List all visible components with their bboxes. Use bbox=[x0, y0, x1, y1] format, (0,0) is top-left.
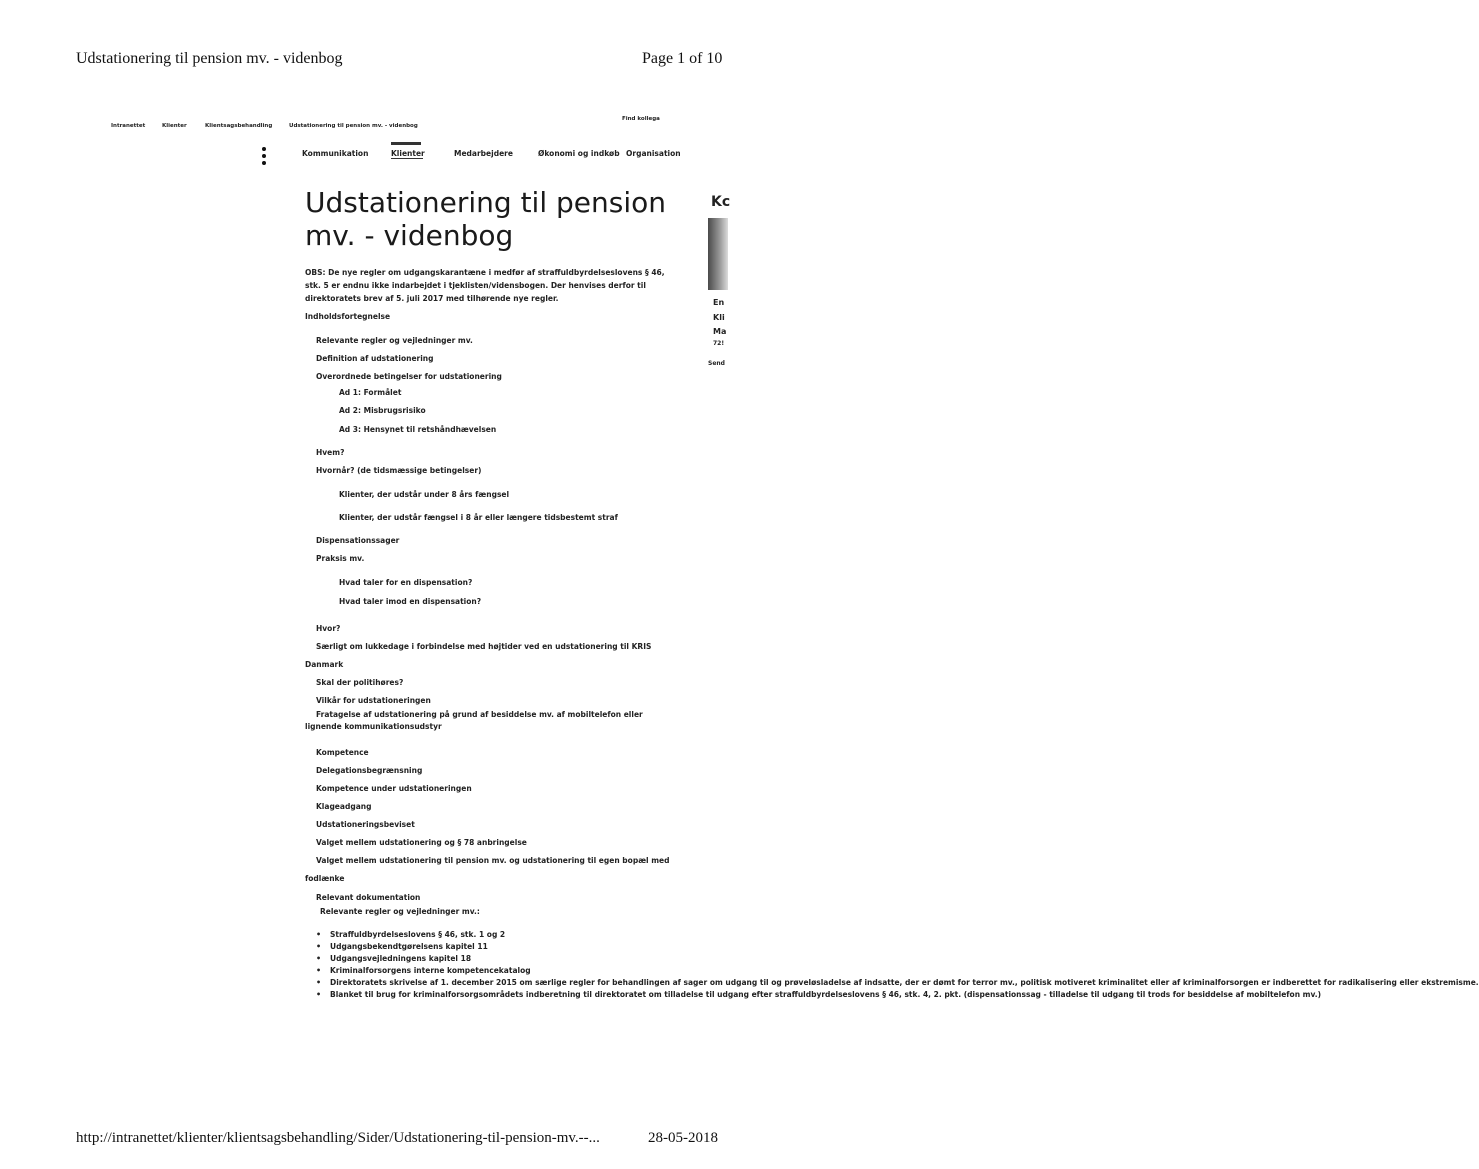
toc-item[interactable]: Ad 1: Formålet bbox=[339, 388, 402, 397]
find-colleague-link[interactable]: Find kollega bbox=[622, 116, 660, 122]
list-item[interactable]: • Kriminalforsorgens interne kompetencekatalog bbox=[316, 965, 686, 977]
nav-organisation[interactable]: Organisation bbox=[626, 149, 681, 158]
toc-item[interactable]: Definition af udstationering bbox=[316, 354, 434, 363]
breadcrumb-klienter[interactable]: Klienter bbox=[162, 123, 187, 129]
toc-item[interactable]: fodlænke bbox=[305, 874, 345, 883]
toc-item[interactable]: Ad 3: Hensynet til retshåndhævelsen bbox=[339, 425, 497, 434]
toc-item[interactable]: Danmark bbox=[305, 660, 344, 669]
breadcrumb-intranettet[interactable]: Intranettet bbox=[111, 123, 146, 129]
print-footer-url: http://intranettet/klienter/klientsagsbehandling/Sider/Udstationering-til-pension-mv.--... bbox=[76, 1130, 600, 1146]
toc-item[interactable]: Hvad taler imod en dispensation? bbox=[339, 597, 482, 606]
toc-item[interactable]: Relevante regler og vejledninger mv. bbox=[316, 336, 473, 345]
toc-item[interactable]: Hvornår? (de tidsmæssige betingelser) bbox=[316, 466, 482, 475]
list-item[interactable]: • Blanket til brug for kriminalforsorgsområdets indberetning til direktoratet om tilladelse til udgang efter straffuldbyrdelseslovens § 46, stk. 4, 2. pkt. (dispensationssag - tilladelse til udgang til trods for besiddelse af mobiltelefon mv.) bbox=[316, 989, 686, 1001]
list-item[interactable]: • Udgangsvejledningens kapitel 18 bbox=[316, 953, 686, 965]
print-page-number: Page 1 of 10 bbox=[642, 50, 723, 67]
toc-item[interactable]: Ad 2: Misbrugsrisiko bbox=[339, 406, 426, 415]
list-item[interactable]: • Direktoratets skrivelse af 1. december 2015 om særlige regler for behandlingen af sager om udgang til og prøveløsladelse af indsatte, der er dømt for terror mv., politisk motiveret kriminalitet eller af kriminalforsorgen er indberettet for radikalisering eller ekstremisme. bbox=[316, 977, 686, 989]
toc-item[interactable]: Delegationsbegrænsning bbox=[316, 766, 423, 775]
toc-item[interactable]: Hvad taler for en dispensation? bbox=[339, 578, 473, 587]
page-title: Udstationering til pension mv. - videnbog bbox=[305, 186, 666, 252]
toc-item[interactable]: Kompetence under udstationeringen bbox=[316, 784, 472, 793]
toc-item[interactable]: Valget mellem udstationering og § 78 anbringelse bbox=[316, 838, 527, 847]
toc-item[interactable]: Hvor? bbox=[316, 624, 341, 633]
nav-medarbejdere[interactable]: Medarbejdere bbox=[454, 149, 513, 158]
nav-klienter[interactable]: Klienter bbox=[391, 149, 425, 158]
print-footer-date: 28-05-2018 bbox=[648, 1130, 718, 1146]
print-header-title: Udstationering til pension mv. - videnbog bbox=[76, 50, 343, 67]
list-item[interactable]: • Udgangsbekendtgørelsens kapitel 11 bbox=[316, 941, 686, 953]
toc-item[interactable]: Udstationeringsbeviset bbox=[316, 820, 415, 829]
sidebar-line: Ma bbox=[713, 327, 727, 336]
toc-item[interactable]: Særligt om lukkedage i forbindelse med højtider ved en udstationering til KRIS bbox=[316, 642, 652, 651]
toc-item[interactable]: Valget mellem udstationering til pension mv. og udstationering til egen bopæl med bbox=[316, 856, 670, 865]
nav-oekonomi-og-indkoeb[interactable]: Økonomi og indkøb bbox=[538, 149, 620, 158]
toc-item[interactable]: Klienter, der udstår fængsel i 8 år eller længere tidsbestemt straf bbox=[339, 513, 618, 522]
sidebar-heading: Kc bbox=[711, 194, 731, 210]
nav-kommunikation[interactable]: Kommunikation bbox=[302, 149, 369, 158]
notice-text: OBS: De nye regler om udgangskarantæne i medfør af straffuldbyrdelseslovens § 46, stk. 5 er endnu ikke indarbejdet i tjeklisten/vidensbogen. Der henvises derfor til direktoratets brev af 5. juli 2017 med tilhørende nye regler. bbox=[305, 268, 665, 303]
toc-item[interactable]: Hvem? bbox=[316, 448, 345, 457]
toc-item[interactable]: Klageadgang bbox=[316, 802, 372, 811]
toc-item[interactable]: Relevant dokumentation bbox=[316, 893, 421, 902]
toc-item[interactable]: Praksis mv. bbox=[316, 554, 365, 563]
toc-item[interactable]: Skal der politihøres? bbox=[316, 678, 404, 687]
toc-item[interactable]: Vilkår for udstationeringen bbox=[316, 696, 431, 705]
toc-item[interactable]: Kompetence bbox=[316, 748, 369, 757]
breadcrumb-klientsagsbehandling[interactable]: Klientsagsbehandling bbox=[205, 123, 273, 129]
sidebar-line: En bbox=[713, 298, 725, 307]
sidebar-line: 72! bbox=[713, 340, 725, 347]
toc-item[interactable]: Dispensationssager bbox=[316, 536, 400, 545]
list-item[interactable]: • Straffuldbyrdelseslovens § 46, stk. 1 og 2 bbox=[316, 929, 686, 941]
send-link[interactable]: Send bbox=[708, 360, 725, 367]
section-heading-rules: Relevante regler og vejledninger mv.: bbox=[320, 907, 480, 916]
contact-photo bbox=[708, 218, 728, 290]
toc-item[interactable]: Fratagelse af udstationering på grund af besiddelse mv. af mobiltelefon eller lignende kommunikationsudstyr bbox=[305, 710, 643, 731]
nav-active-indicator bbox=[391, 142, 421, 145]
toc-heading: Indholdsfortegnelse bbox=[305, 312, 391, 321]
nav-active-underline bbox=[391, 158, 423, 159]
toc-item[interactable]: Overordnede betingelser for udstationering bbox=[316, 372, 502, 381]
sidebar-line: Kli bbox=[713, 313, 725, 322]
rules-list bbox=[316, 929, 1479, 1001]
breadcrumb-current: Udstationering til pension mv. - videnbog bbox=[289, 123, 418, 129]
menu-icon[interactable] bbox=[262, 147, 266, 168]
toc-item[interactable]: Klienter, der udstår under 8 års fængsel bbox=[339, 490, 510, 499]
